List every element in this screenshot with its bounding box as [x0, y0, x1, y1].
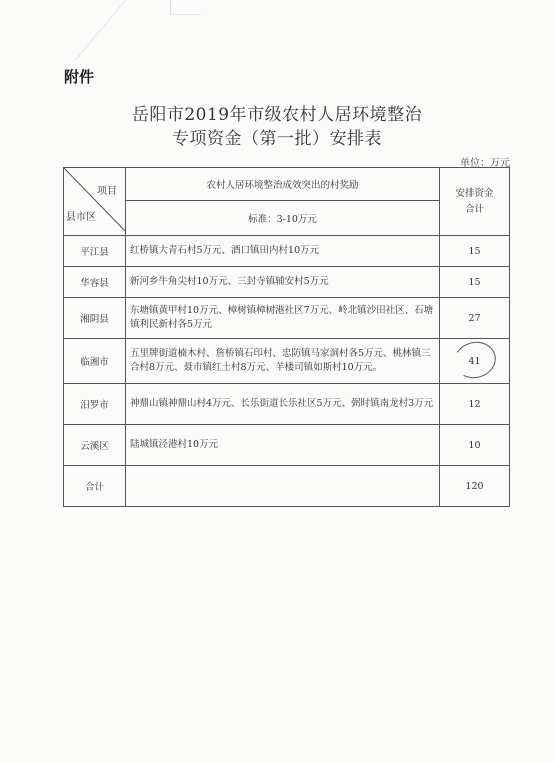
table-row: [64, 425, 510, 466]
county-cell: 湘阴县: [64, 298, 126, 339]
unit-label: 单位：万元: [460, 158, 510, 169]
paper-fold-mark: [15, 0, 126, 60]
award-desc-cell: 东塘镇黄甲村10万元、樟树镇樟树港社区7万元、岭北镇沙田社区、石塘镇利民新村各5万元: [126, 298, 440, 339]
fund-allocation-table: [63, 167, 510, 507]
table-row: [64, 339, 510, 384]
total-row: [64, 466, 510, 507]
amount-cell: 15: [440, 236, 510, 267]
column-header-award: 农村人居环境整治成效突出的村奖励: [126, 168, 440, 201]
amount-cell: 12: [440, 384, 510, 425]
column-header-fund-line1: 安排资金: [455, 187, 494, 199]
paper-edge-mark: [170, 0, 201, 15]
amount-cell: 15: [440, 267, 510, 298]
amount-cell: 27: [440, 298, 510, 339]
county-cell: 平江县: [64, 236, 126, 267]
total-label-cell: 合计: [64, 466, 126, 507]
attachment-label: 附件: [64, 68, 95, 86]
corner-header-project: 项目: [97, 186, 117, 197]
table-row: [64, 236, 510, 267]
county-cell: 云溪区: [64, 425, 126, 466]
column-header-fund-line2: 合计: [464, 203, 484, 215]
amount-cell: [440, 339, 510, 384]
corner-header-cell: [64, 168, 126, 236]
total-amount-cell: 120: [440, 466, 510, 507]
county-cell: 华容县: [64, 267, 126, 298]
table-row: [64, 384, 510, 425]
table-row: [64, 298, 510, 339]
amount-cell: 10: [440, 425, 510, 466]
award-desc-cell: 五里牌街道楠木村、詹桥镇石印村、忠防镇马家洞村各5万元、桃林镇三合村8万元、聂市镇红土村8万元、羊楼司镇如斯村10万元。: [126, 339, 440, 384]
column-header-standard: 标准：3-10万元: [126, 201, 440, 236]
document-title-line2: 专项资金（第一批）安排表: [172, 129, 382, 149]
amount-value: 41: [468, 355, 481, 367]
corner-header-county: 县市区: [66, 212, 96, 223]
total-desc-cell: [126, 466, 440, 507]
document-title-line1: 岳阳市2019年市级农村人居环境整治: [131, 105, 423, 125]
award-desc-cell: 神鼎山镇神鼎山村4万元、长乐街道长乐社区5万元、弼时镇南龙村3万元: [126, 384, 440, 425]
column-header-fund: [440, 168, 510, 236]
award-desc-cell: 陆城镇泾港村10万元: [126, 425, 440, 466]
handwritten-circle-mark: [450, 337, 500, 383]
county-cell: 临湘市: [64, 339, 126, 384]
award-desc-cell: 红桥镇大青石村5万元、酒口镇田内村10万元: [126, 236, 440, 267]
county-cell: 汨罗市: [64, 384, 126, 425]
award-desc-cell: 新河乡牛角尖村10万元、三封寺镇辅安村5万元: [126, 267, 440, 298]
table-row: [64, 267, 510, 298]
